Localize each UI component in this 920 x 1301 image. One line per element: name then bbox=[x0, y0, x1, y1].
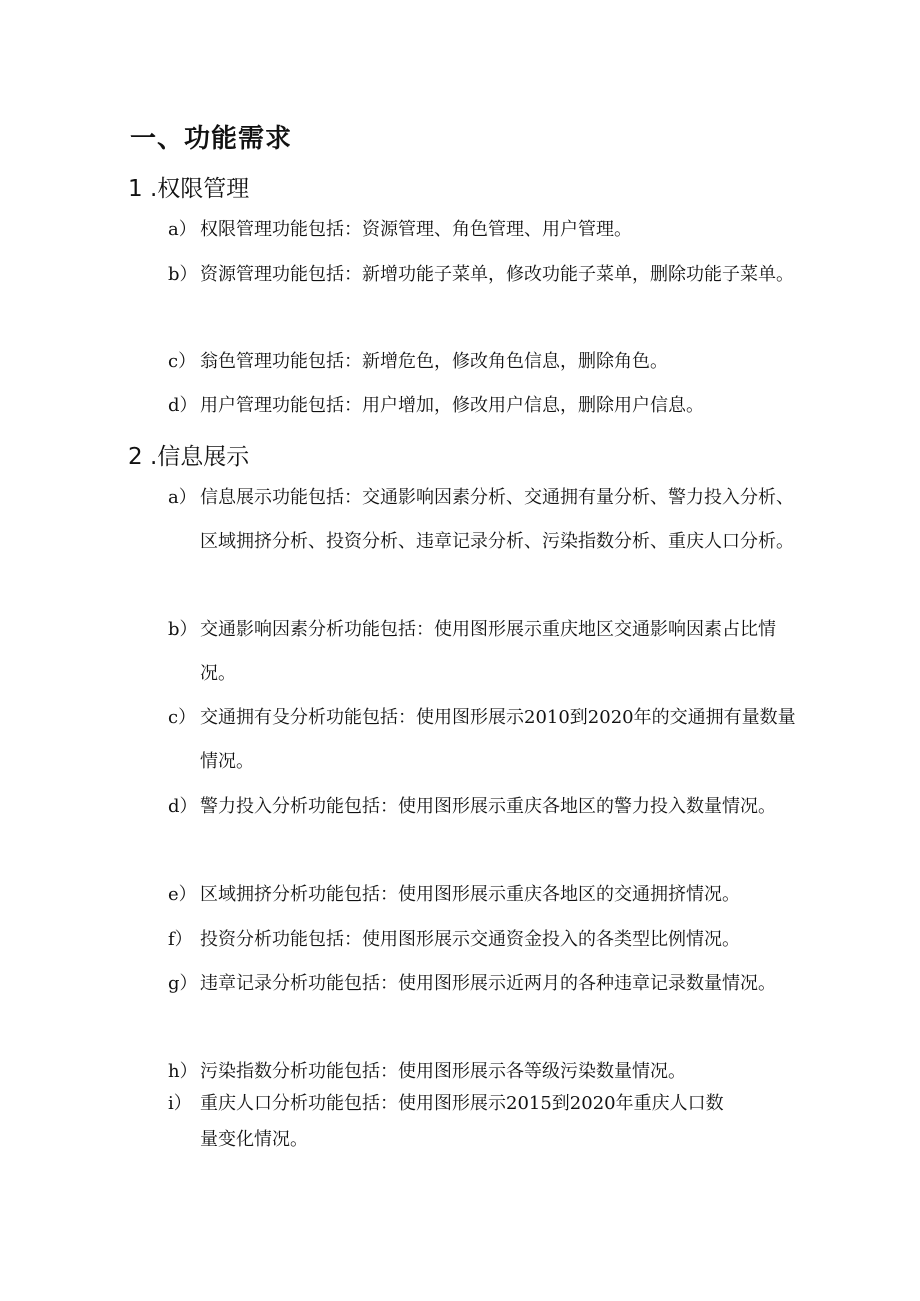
item-marker: d） bbox=[168, 395, 198, 416]
item-marker: c） bbox=[168, 707, 197, 728]
item-text: 交通拥有殳分析功能包括：使用图形展示2010到2020年的交通拥有量数量情况。 bbox=[200, 707, 796, 772]
list-item bbox=[168, 873, 813, 917]
item-text: 区域拥挤分析功能包括：使用图形展示重庆各地区的交通拥挤情况。 bbox=[200, 884, 740, 905]
item-text: 投资分析功能包括：使用图形展示交通资金投入的各类型比例情况。 bbox=[200, 929, 740, 950]
item-text: 污染指数分析功能包括：使用图形展示各等级污染数量情况。 bbox=[200, 1061, 686, 1082]
item-marker: a） bbox=[168, 219, 197, 240]
item-text: 翁色管理功能包括：新增危色，修改角色信息，删除角色。 bbox=[200, 351, 668, 372]
section-title-permissions: 1 .权限管理 bbox=[128, 176, 250, 202]
list-item bbox=[168, 962, 813, 1006]
item-marker: f） bbox=[168, 929, 193, 950]
list-item bbox=[168, 696, 813, 784]
item-marker: c） bbox=[168, 351, 197, 372]
section-title-info-display: 2 .信息展示 bbox=[128, 444, 250, 470]
list-item bbox=[168, 1086, 738, 1158]
item-text: 信息展示功能包括：交通影响因素分析、交通拥有量分析、警力投入分析、区域拥挤分析、投资分析、违章记录分析、污染指数分析、重庆人口分析。 bbox=[200, 487, 794, 552]
item-text: 重庆人口分析功能包括：使用图形展示2015到2020年重庆人口数量变化情况。 bbox=[200, 1093, 724, 1150]
item-text: 交通影响因素分析功能包括：使用图形展示重庆地区交通影响因素占比情况。 bbox=[200, 619, 776, 684]
page-heading: 一、功能需求 bbox=[130, 124, 293, 154]
item-text: 警力投入分析功能包括：使用图形展示重庆各地区的警力投入数量情况。 bbox=[200, 796, 776, 817]
item-marker: a） bbox=[168, 487, 197, 508]
list-item bbox=[168, 476, 813, 564]
item-marker: i） bbox=[168, 1093, 192, 1114]
item-marker: d） bbox=[168, 796, 198, 817]
item-text: 违章记录分析功能包括：使用图形展示近两月的各种违章记录数量情况。 bbox=[200, 973, 776, 994]
list-item bbox=[168, 918, 813, 962]
item-marker: e） bbox=[168, 884, 197, 905]
list-item bbox=[168, 608, 813, 696]
item-text: 用户管理功能包括：用户增加，修改用户信息，删除用户信息。 bbox=[200, 395, 704, 416]
item-text: 资源管理功能包括：新增功能子菜单，修改功能子菜单，删除功能子菜单。 bbox=[200, 264, 794, 285]
list-item bbox=[168, 253, 813, 297]
item-marker: b） bbox=[168, 264, 198, 285]
item-marker: g） bbox=[168, 973, 198, 994]
item-text: 权限管理功能包括：资源管理、角色管理、用户管理。 bbox=[200, 219, 632, 240]
item-marker: b） bbox=[168, 619, 198, 640]
list-item bbox=[168, 208, 813, 252]
list-item bbox=[168, 785, 813, 829]
item-marker: h） bbox=[168, 1061, 198, 1082]
list-item bbox=[168, 340, 813, 384]
list-item bbox=[168, 384, 813, 428]
